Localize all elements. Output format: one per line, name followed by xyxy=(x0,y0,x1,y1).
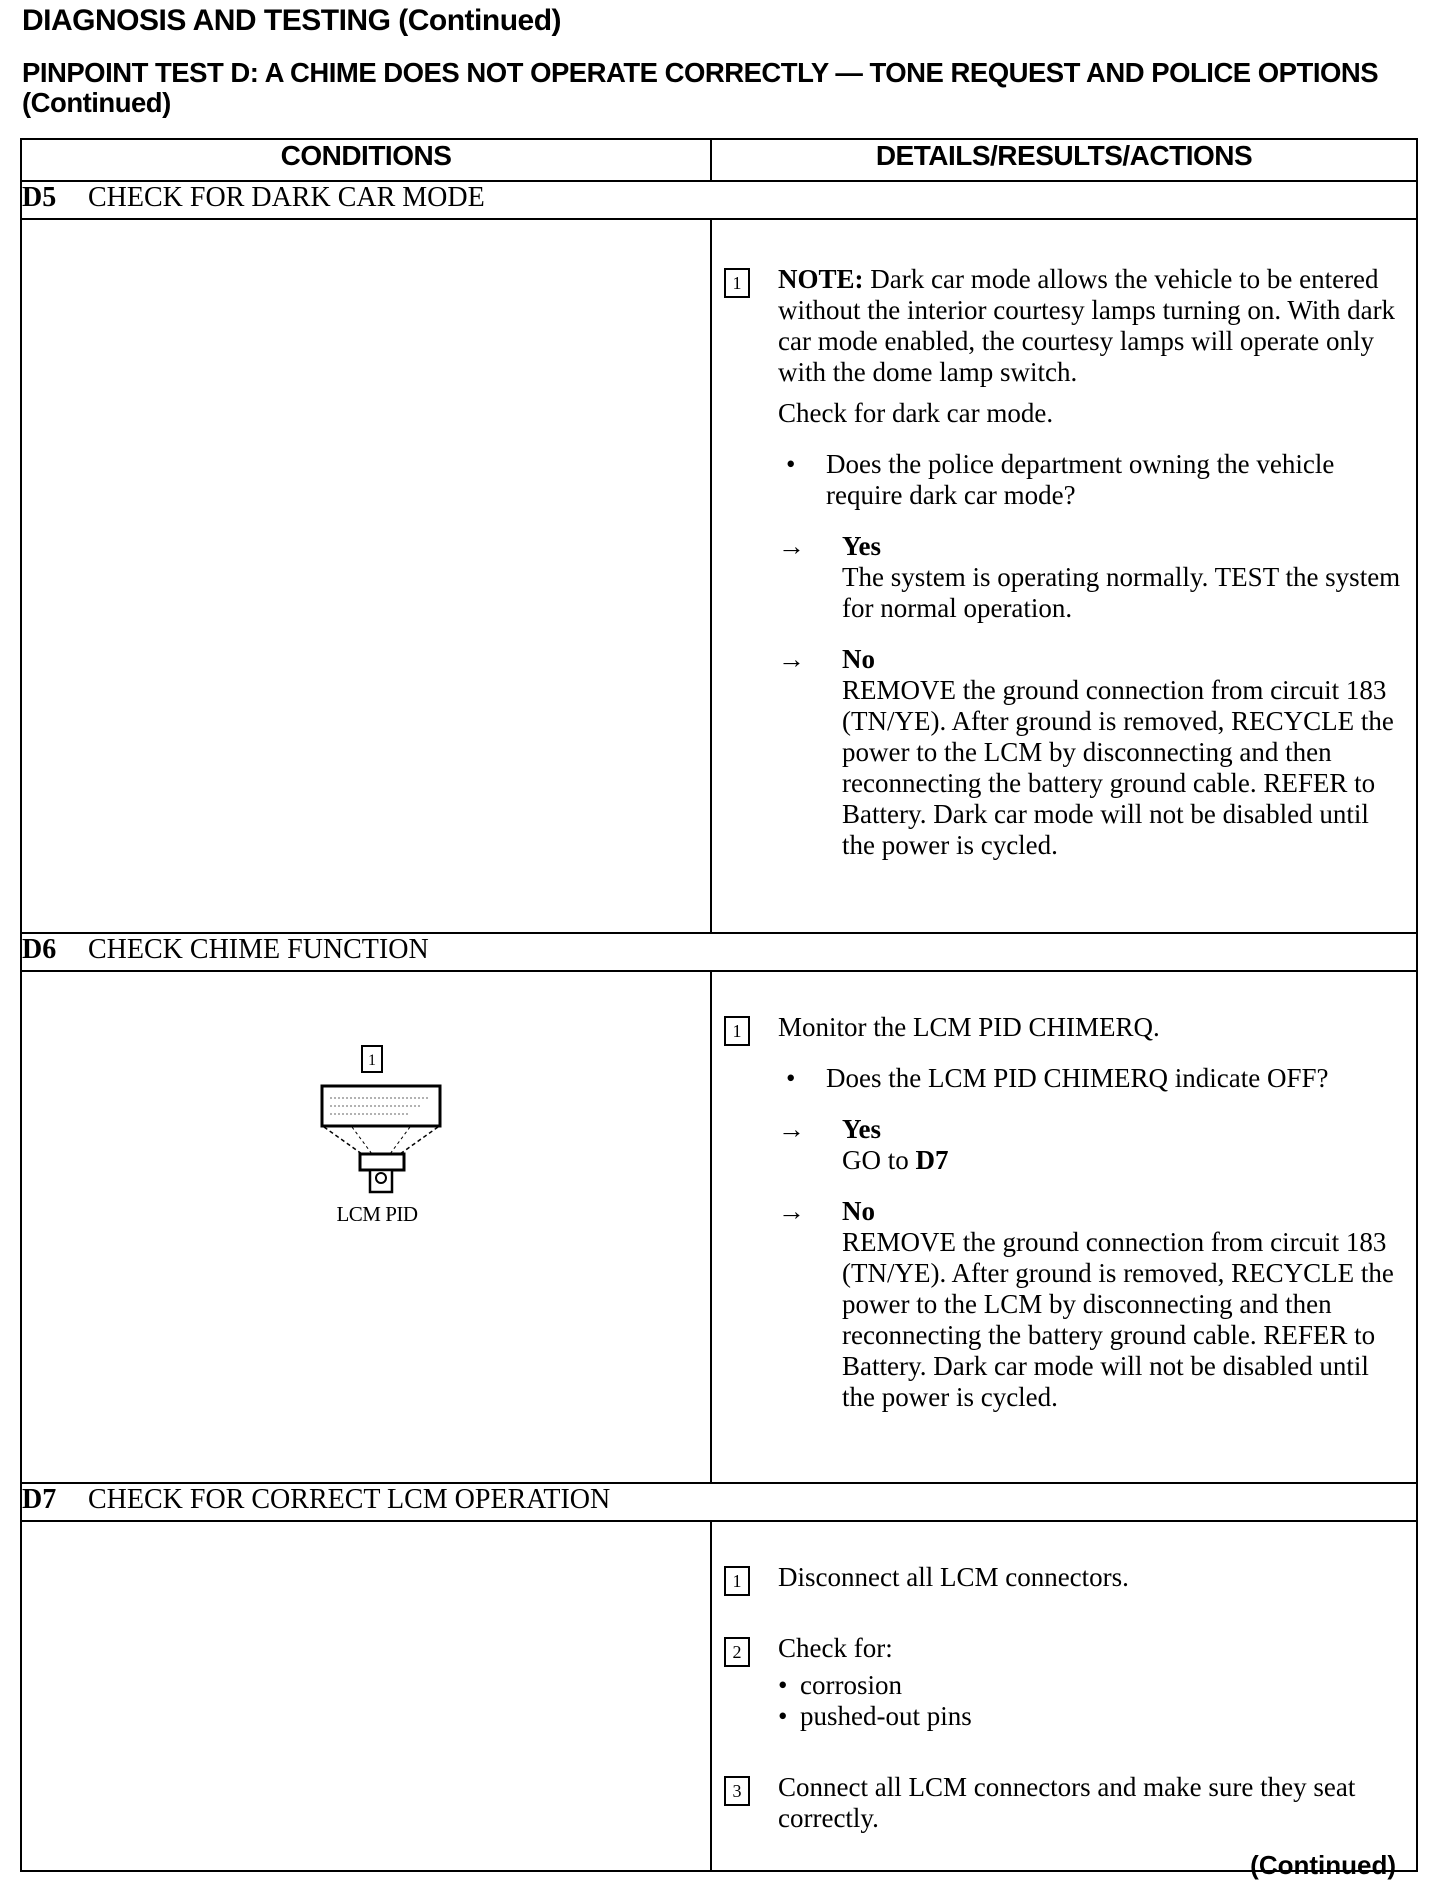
conditions-header: CONDITIONS xyxy=(21,139,711,181)
step-item xyxy=(712,264,1416,861)
goto-target: D7 xyxy=(915,1145,949,1175)
diagram-label: LCM PID xyxy=(336,1202,418,1226)
list-item: • corrosion xyxy=(778,1670,1402,1701)
result-yes-text: The system is operating normally. TEST the system for normal operation. xyxy=(842,562,1401,623)
step-d5-header xyxy=(21,181,1417,219)
result-yes xyxy=(778,531,1402,624)
step-text: Check for: xyxy=(778,1633,893,1663)
step-item xyxy=(712,1562,1416,1593)
step-number-box: 2 xyxy=(724,1637,750,1667)
result-no-label: No xyxy=(842,644,875,674)
conditions-cell xyxy=(21,219,711,933)
page-title: DIAGNOSIS AND TESTING (Continued) xyxy=(22,4,562,37)
step-d7-header xyxy=(21,1483,1417,1521)
step-item xyxy=(712,1012,1416,1413)
step-title: CHECK FOR DARK CAR MODE xyxy=(88,182,485,213)
details-cell xyxy=(711,219,1417,933)
result-yes-label: Yes xyxy=(842,531,881,561)
step-d6-header xyxy=(21,933,1417,971)
result-no xyxy=(778,1196,1402,1413)
scan-tool-icon xyxy=(312,1014,452,1214)
step-d5-body xyxy=(21,219,1417,933)
result-no xyxy=(778,644,1402,861)
result-no-label: No xyxy=(842,1196,875,1226)
step-item xyxy=(712,1633,1416,1732)
step-id: D7 xyxy=(22,1484,57,1515)
result-yes-label: Yes xyxy=(842,1114,881,1144)
note-paragraph xyxy=(778,264,1402,388)
question: • Does the police department owning the vehicle require dark car mode? xyxy=(778,449,1402,511)
arrow-icon: → xyxy=(778,644,805,674)
check-list xyxy=(778,1670,1402,1732)
conditions-cell xyxy=(21,1521,711,1871)
conditions-cell xyxy=(21,971,711,1483)
result-no-text: REMOVE the ground connection from circuit 183 (TN/YE). After ground is removed, RECYCLE the power to the LCM by disconnecting and then reconnecting the battery ground cable. REFER to Battery. Dark car mode will not be disabled until the power is cycled. xyxy=(842,1227,1394,1412)
step-text: Monitor the LCM PID CHIMERQ. xyxy=(778,1012,1160,1042)
step-title: CHECK FOR CORRECT LCM OPERATION xyxy=(88,1484,611,1515)
goto-prefix: GO to xyxy=(842,1145,916,1175)
note-text: Dark car mode allows the vehicle to be entered without the interior courtesy lamps turning on. With dark car mode enabled, the courtesy lamps will operate only with the dome lamp switch. xyxy=(778,264,1396,387)
step-title: CHECK CHIME FUNCTION xyxy=(88,934,429,965)
result-yes xyxy=(778,1114,1402,1176)
question: • Does the LCM PID CHIMERQ indicate OFF? xyxy=(778,1063,1402,1094)
step-number-box: 1 xyxy=(724,1016,750,1046)
result-yes-text xyxy=(842,1145,1402,1176)
step-number-box: 1 xyxy=(724,268,750,298)
lcm-pid-diagram xyxy=(312,1014,452,1214)
step-number-box: 1 xyxy=(724,1566,750,1596)
check-instruction: Check for dark car mode. xyxy=(778,398,1054,428)
arrow-icon: → xyxy=(778,1114,805,1144)
step-text: Disconnect all LCM connectors. xyxy=(778,1562,1129,1592)
list-item: • pushed-out pins xyxy=(778,1701,1402,1732)
details-cell xyxy=(711,971,1417,1483)
pinpoint-test-title: PINPOINT TEST D: A CHIME DOES NOT OPERATE CORRECTLY — TONE REQUEST AND POLICE OPTIONS (Continued) xyxy=(22,57,1379,118)
step-d6-body xyxy=(21,971,1417,1483)
details-header: DETAILS/RESULTS/ACTIONS xyxy=(711,139,1417,181)
result-no-text: REMOVE the ground connection from circuit 183 (TN/YE). After ground is removed, RECYCLE the power to the LCM by disconnecting and then reconnecting the battery ground cable. REFER to Battery. Dark car mode will not be disabled until the power is cycled. xyxy=(842,675,1394,860)
column-header-row xyxy=(21,139,1417,181)
step-number-box: 3 xyxy=(724,1776,750,1806)
details-cell xyxy=(711,1521,1417,1871)
arrow-icon: → xyxy=(778,1196,805,1226)
diagram-step-number: 1 xyxy=(368,1052,376,1069)
pinpoint-test-table xyxy=(20,138,1418,1872)
step-text: Connect all LCM connectors and make sure they seat correctly. xyxy=(778,1772,1356,1833)
note-label: NOTE: xyxy=(778,264,864,294)
continued-label: (Continued) xyxy=(1250,1850,1396,1880)
step-d7-body xyxy=(21,1521,1417,1871)
arrow-icon: → xyxy=(778,531,805,561)
step-id: D6 xyxy=(22,934,57,965)
step-id: D5 xyxy=(22,182,57,213)
step-item xyxy=(712,1772,1416,1834)
